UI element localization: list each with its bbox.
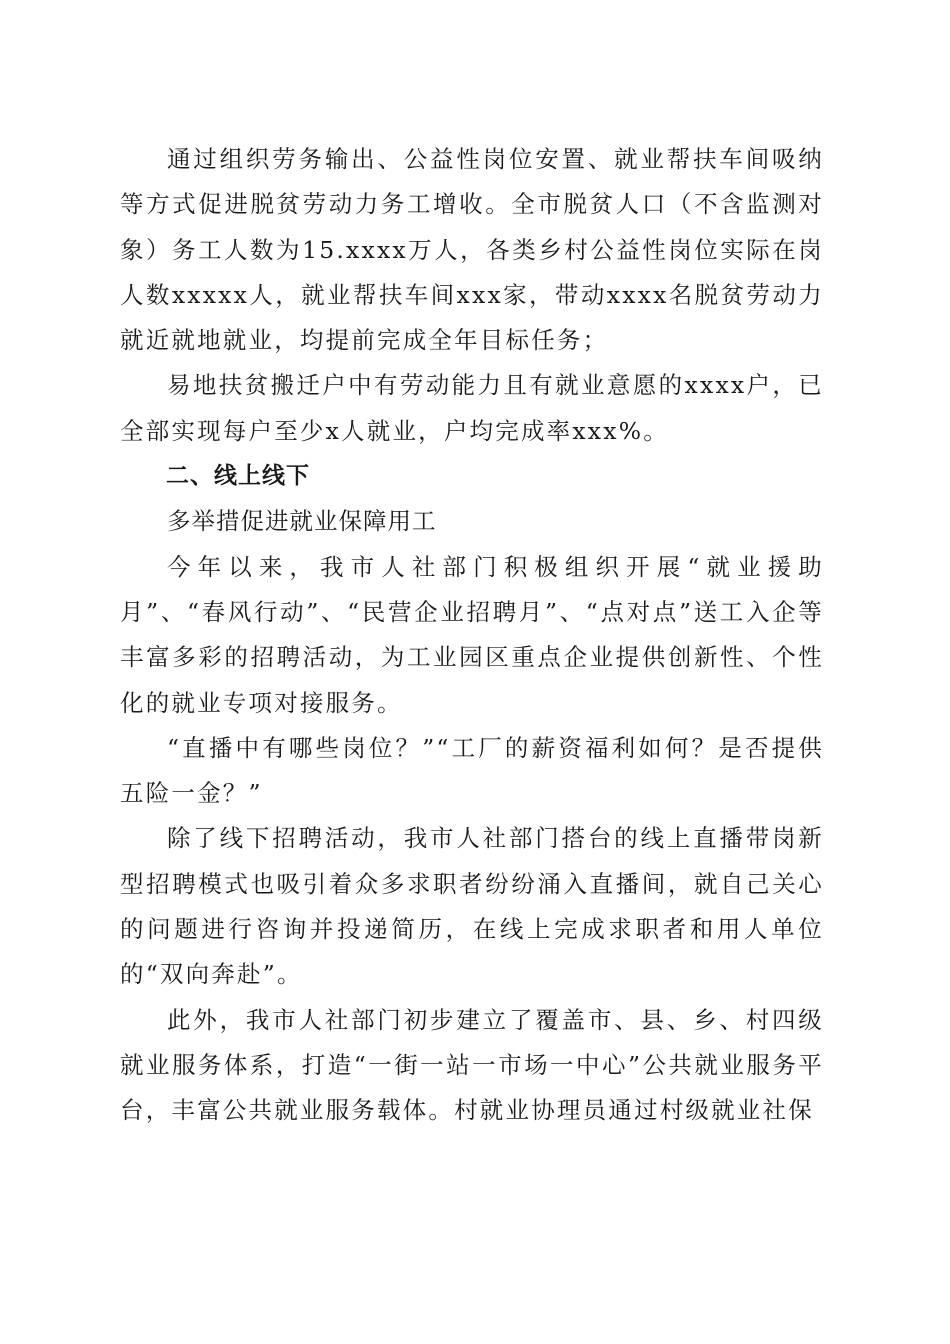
paragraph-online-livestream: 除了线下招聘活动，我市人社部门搭台的线上直播带岗新型招聘模式也吸引着众多求职者纷纷涌入直播间，就自己关心的问题进行咨询并投递简历，在线上完成求职者和用人单位的“双向奔赴”。 bbox=[120, 824, 824, 989]
section-subheading: 多举措促进就业保障用工 bbox=[167, 507, 437, 536]
paragraph-relocation: 易地扶贫搬迁户中有劳动能力且有就业意愿的xxxx户，已全部实现每户至少x人就业，户均完成率xxx%。 bbox=[120, 371, 824, 445]
paragraph-labor-income: 通过组织劳务输出、公益性岗位安置、就业帮扶车间吸纳等方式促进脱贫劳动力务工增收。全市脱贫人口（不含监测对象）务工人数为15.xxxx万人，各类乡村公益性岗位实际在岗人数xxxxx人，就业帮扶车间xxx家，带动xxxx名脱贫劳动力就近就地就业，均提前完成全年目标任务； bbox=[120, 145, 824, 355]
paragraph-service-system: 此外，我市人社部门初步建立了覆盖市、县、乡、村四级就业服务体系，打造“一街一站一市场一中心”公共就业服务平台，丰富公共就业服务载体。村就业协理员通过村级就业社保 bbox=[120, 1005, 824, 1125]
document-body bbox=[120, 137, 824, 1134]
paragraph-livestream-questions: “直播中有哪些岗位？”“工厂的薪资福利如何？是否提供五险一金？” bbox=[120, 733, 824, 808]
paragraph-recruitment-activities: 今年以来，我市人社部门积极组织开展“就业援助月”、“春风行动”、“民营企业招聘月”、“点对点”送工入企等丰富多彩的招聘活动，为工业园区重点企业提供创新性、个性化的就业专项对接服务。 bbox=[120, 552, 824, 717]
section-heading: 二、线上线下 bbox=[166, 463, 310, 490]
